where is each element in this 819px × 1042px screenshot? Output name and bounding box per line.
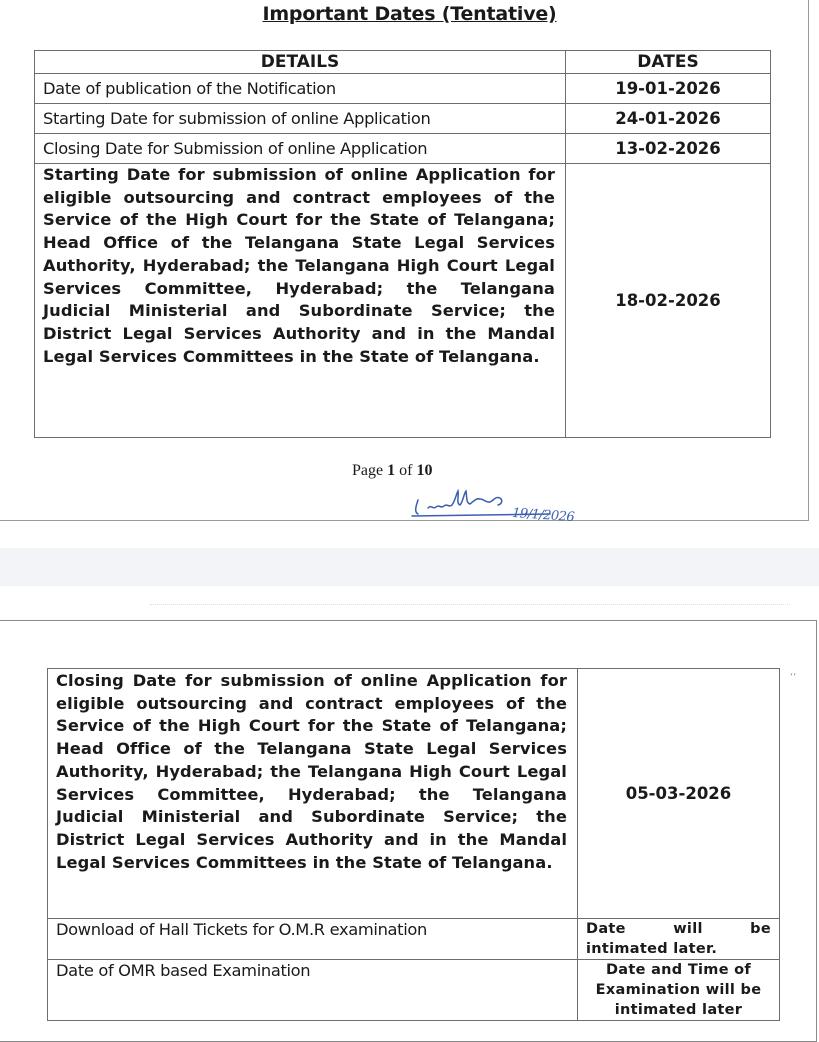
date-cell: 24-01-2026 [566, 104, 771, 134]
table-row [35, 164, 771, 438]
detail-cell: Date of publication of the Notification [35, 74, 566, 104]
date-cell: Date will be intimated later. [578, 919, 780, 960]
page-title: Important Dates (Tentative) [262, 3, 557, 25]
table-row [35, 104, 771, 134]
date-cell: 05-03-2026 [578, 669, 780, 919]
signature-date: 19/1/2026 [511, 505, 575, 526]
bleed-through-line [150, 604, 790, 607]
table-row [48, 919, 780, 960]
detail-cell: Date of OMR based Examination [48, 960, 578, 1021]
detail-cell: Download of Hall Tickets for O.M.R examination [48, 919, 578, 960]
important-dates-table [34, 50, 771, 438]
page-total: 10 [416, 462, 433, 479]
date-cell: 19-01-2026 [566, 74, 771, 104]
table-row [48, 960, 780, 1021]
scan-mark: ‘‘ [790, 672, 797, 683]
page-label: Page [352, 462, 384, 479]
page-gap [0, 548, 819, 586]
detail-cell: Closing Date for Submission of online Application [35, 134, 566, 164]
page-current: 1 [387, 462, 396, 479]
important-dates-table-continued [47, 668, 780, 1021]
detail-cell: Starting Date for submission of online Application [35, 104, 566, 134]
table-header-row [35, 51, 771, 74]
details-header: DETAILS [35, 51, 566, 74]
dates-header: DATES [566, 51, 771, 74]
date-cell: 13-02-2026 [566, 134, 771, 164]
table-row [48, 669, 780, 919]
table-row [35, 134, 771, 164]
detail-cell: Starting Date for submission of online Application for eligible outsourcing and contract employees of the Service of the High Court for the State of Telangana; Head Office of the Telangana State Legal Services Authority, Hyderabad; the Telangana High Court Legal Services Committee, Hyderabad; the Telangana Judicial Ministerial and Subordinate Service; the District Legal Services Authority and in the Mandal Legal Services Committees in the State of Telangana. [35, 164, 566, 438]
date-cell: 18-02-2026 [566, 164, 771, 438]
signature [410, 488, 610, 518]
page-number [352, 462, 432, 480]
date-cell: Date and Time of Examination will be intimated later [578, 960, 780, 1021]
of-label: of [399, 462, 413, 479]
table-row [35, 74, 771, 104]
detail-cell: Closing Date for submission of online Application for eligible outsourcing and contract employees of the Service of the High Court for the State of Telangana; Head Office of the Telangana State Legal Services Authority, Hyderabad; the Telangana High Court Legal Services Committee, Hyderabad; the Telangana Judicial Ministerial and Subordinate Service; the District Legal Services Authority and in the Mandal Legal Services Committees in the State of Telangana. [48, 669, 578, 919]
